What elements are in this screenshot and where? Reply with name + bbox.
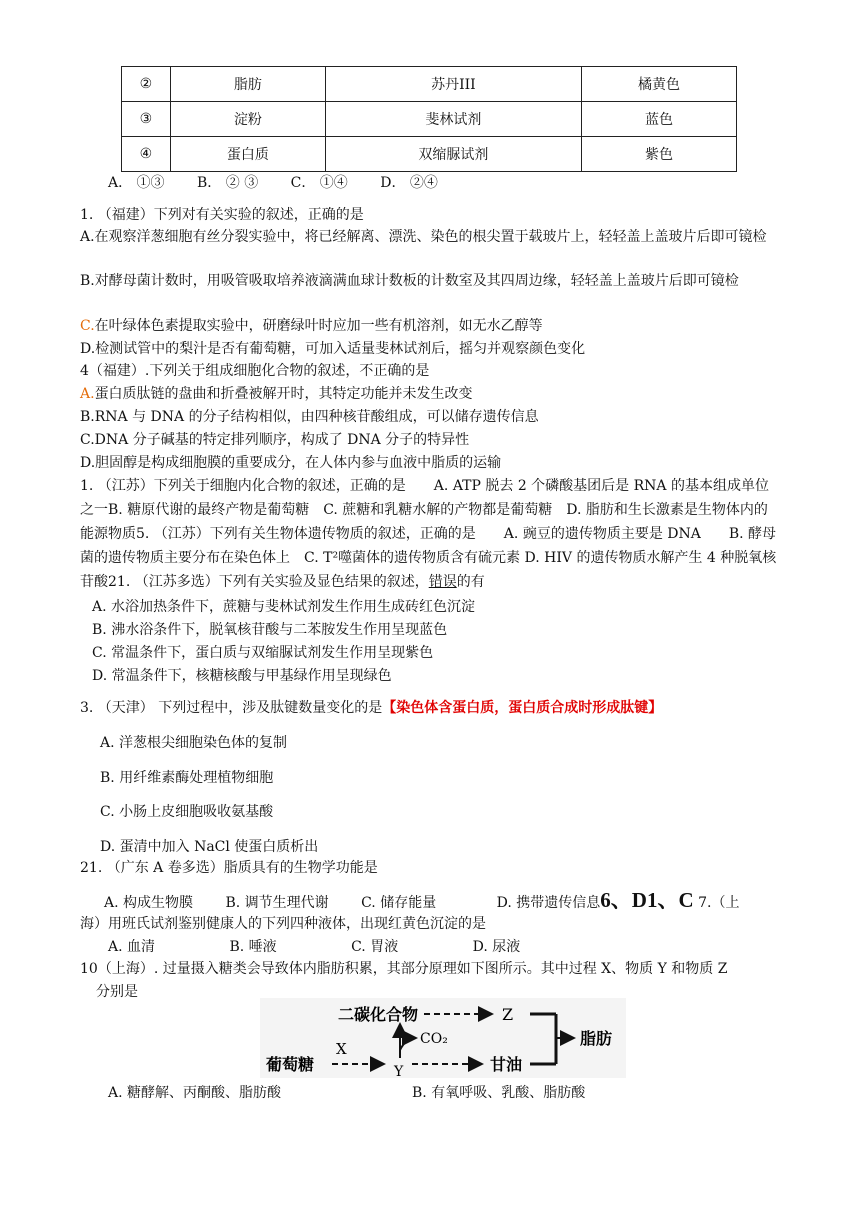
glucose-label: 葡萄糖 bbox=[266, 1055, 315, 1074]
tianjin-stem: 3. （天津） 下列过程中，涉及肽键数量变化的是 bbox=[80, 700, 383, 716]
table-cell: 紫色 bbox=[581, 137, 736, 172]
jiangsu-underlined: 错误 bbox=[428, 574, 457, 590]
option-d: D. 常温条件下，核糖核酸与甲基绿作用呈现绿色 bbox=[92, 668, 392, 684]
option-b: B. 有氧呼吸、乳酸、脂肪酸 bbox=[412, 1085, 586, 1101]
option-b: B. 用纤维素酶处理植物细胞 bbox=[100, 770, 274, 786]
table-cell: 苏丹III bbox=[325, 67, 581, 102]
question-stem: 10（上海）. 过量摄入糖类会导致体内脂肪积累，其部分原理如下图所示。其中过程 X、物质 Y 和物质 Z bbox=[80, 961, 728, 977]
option-d: D.检测试管中的梨汁是否有葡萄糖，可加入适量斐林试剂后，摇匀并观察颜色变化 bbox=[80, 341, 586, 357]
option-d: D. 蛋清中加入 NaCl 使蛋白质析出 bbox=[100, 839, 319, 855]
question-options: A. 血清 B. 唾液 C. 胃液 D. 尿液 bbox=[108, 939, 521, 955]
question-stem: 海）用班氏试剂鉴别健康人的下列四种液体，出现红黄色沉淀的是 bbox=[80, 916, 486, 932]
option-b: B.RNA 与 DNA 的分子结构相似，由四种核苷酸组成，可以储存遗传信息 bbox=[80, 409, 539, 425]
option-c-letter: C. bbox=[80, 318, 95, 334]
question-stem: 分别是 bbox=[96, 984, 138, 1000]
table-cell: 蓝色 bbox=[581, 102, 736, 137]
table-cell: ② bbox=[122, 67, 171, 102]
option-b: B.对酵母菌计数时，用吸管吸取培养液滴满血球计数板的计数室及其四周边缘，轻轻盖上盖玻片后即可镜检 bbox=[80, 273, 739, 289]
table-row bbox=[122, 67, 737, 102]
question-options: A． ①③ B． ② ③ C． ①④ D． ②④ bbox=[108, 175, 438, 191]
co2-label: CO₂ bbox=[420, 1031, 448, 1047]
question-stem: 21. （广东 A 卷多选）脂质具有的生物学功能是 bbox=[80, 860, 378, 876]
table-row bbox=[122, 137, 737, 172]
z-label: Z bbox=[502, 1005, 514, 1024]
option-b: B. 沸水浴条件下，脱氧核苷酸与二苯胺发生作用呈现蓝色 bbox=[92, 622, 448, 638]
answer-note: 【染色体含蛋白质，蛋白质合成时形成肽键】 bbox=[382, 700, 663, 716]
option-c: C.DNA 分子碱基的特定排列顺序，构成了 DNA 分子的特异性 bbox=[80, 432, 470, 448]
option-c: C. 常温条件下，蛋白质与双缩脲试剂发生作用呈现紫色 bbox=[92, 645, 434, 661]
table-cell: ③ bbox=[122, 102, 171, 137]
table-cell: 蛋白质 bbox=[170, 137, 325, 172]
two-carbon-label: 二碳化合物 bbox=[338, 1005, 419, 1024]
table-cell: 橘黄色 bbox=[581, 67, 736, 102]
question-stem: 1. （福建）下列对有关实验的叙述，正确的是 bbox=[80, 207, 364, 223]
option-a-text: 蛋白质肽链的盘曲和折叠被解开时，其特定功能并未发生改变 bbox=[94, 386, 473, 402]
glycerol-label: 甘油 bbox=[490, 1055, 523, 1074]
option-c bbox=[80, 315, 543, 337]
table-cell: 脂肪 bbox=[170, 67, 325, 102]
y-label: Y bbox=[394, 1064, 404, 1078]
option-d: D.胆固醇是构成细胞膜的重要成分，在人体内参与血液中脂质的运输 bbox=[80, 455, 502, 471]
option-a-letter: A. bbox=[80, 386, 95, 402]
reagent-table bbox=[121, 66, 737, 172]
metabolism-diagram bbox=[260, 998, 626, 1078]
option-a: A. 糖酵解、丙酮酸、脂肪酸 bbox=[108, 1085, 282, 1101]
table-cell: 斐林试剂 bbox=[325, 102, 581, 137]
answer-mark: 6、D1、C bbox=[600, 888, 694, 912]
question-stem: 4（福建）.下列关于组成细胞化合物的叙述，不正确的是 bbox=[80, 363, 430, 379]
table-row bbox=[122, 102, 737, 137]
x-label: X bbox=[336, 1040, 347, 1058]
question-stem bbox=[80, 697, 662, 719]
jiangsu-tail: 的有 bbox=[456, 574, 485, 590]
option-c-text: 在叶绿体色素提取实验中，研磨绿叶时应加一些有机溶剂，如无水乙醇等 bbox=[94, 318, 543, 334]
option-a: A. 洋葱根尖细胞染色体的复制 bbox=[100, 735, 288, 751]
table-cell: ④ bbox=[122, 137, 171, 172]
shanghai7-start: 7.（上 bbox=[693, 895, 740, 911]
option-c: C. 小肠上皮细胞吸收氨基酸 bbox=[100, 804, 274, 820]
table-cell: 淀粉 bbox=[170, 102, 325, 137]
guangdong-options: A. 构成生物膜 B. 调节生理代谢 C. 储存能量 D. 携带遗传信息 bbox=[104, 895, 601, 911]
fat-label: 脂肪 bbox=[580, 1029, 613, 1048]
option-a: A. 水浴加热条件下，蔗糖与斐林试剂发生作用生成砖红色沉淀 bbox=[92, 599, 476, 615]
jiangsu-paragraph bbox=[80, 474, 780, 594]
option-a: A.在观察洋葱细胞有丝分裂实验中，将已经解离、漂洗、染色的根尖置于载玻片上，轻轻盖上盖玻片后即可镜检 bbox=[80, 229, 767, 245]
table-cell: 双缩脲试剂 bbox=[325, 137, 581, 172]
jiangsu-text: 1. （江苏）下列关于细胞内化合物的叙述，正确的是 A. ATP 脱去 2 个磷酸基团后是 RNA 的基本组成单位之一B. 糖原代谢的最终产物是葡萄糖 C. 蔗糖和乳糖水解的产物都是葡萄糖 D. 脂肪和生长激素是生物体内的能源物质5. （江苏）下列有关生物体遗传物质的叙述，正确的是 A. 豌豆的遗传物质主要是 DNA B. 酵母菌的遗传物质主要分布在染色体上 C. T²噬菌体的遗传物质含有硫元素 D. HIV 的遗传物质水解产生 4 种脱氧核苷酸21. （江苏多选）下列有关实验及显色结果的叙述， bbox=[80, 478, 777, 590]
option-a bbox=[80, 383, 473, 405]
